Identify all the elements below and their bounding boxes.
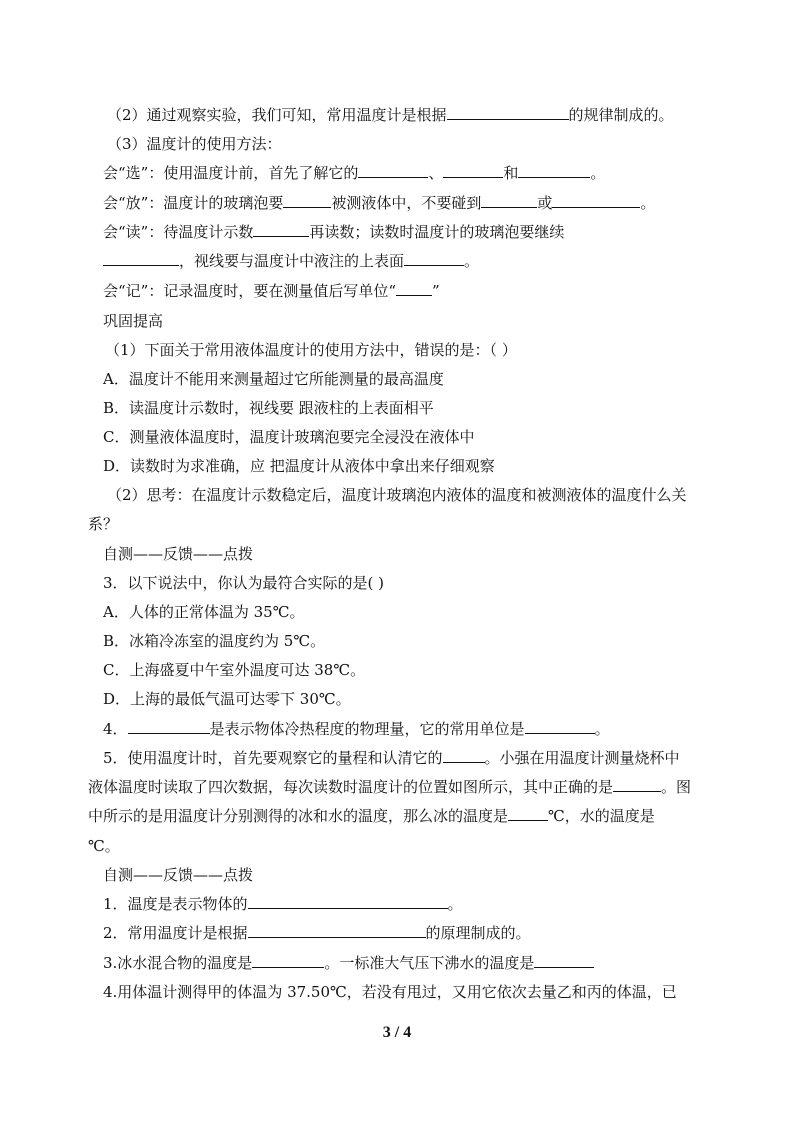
answer-blank[interactable] — [508, 806, 548, 821]
line-text: 会“放”：温度计的玻璃泡要 — [103, 194, 284, 212]
answer-blank[interactable] — [404, 251, 464, 266]
text-line — [0, 573, 794, 595]
line-text: 系？ — [88, 515, 119, 533]
line-text: 3．以下说法中，你认为最符合实际的是( ) — [103, 574, 385, 592]
line-text: 液体温度时读取了四次数据，每次读数时温度计的位置如图所示，其中正确的是 — [88, 778, 614, 796]
text-line — [0, 105, 794, 127]
line-text: 。 — [447, 895, 463, 913]
text-line — [0, 953, 794, 975]
answer-blank[interactable] — [518, 163, 590, 178]
text-line — [0, 982, 794, 1004]
answer-blank[interactable] — [283, 193, 331, 208]
answer-blank[interactable] — [481, 193, 537, 208]
answer-blank[interactable] — [443, 163, 503, 178]
line-text: 。图 — [661, 778, 692, 796]
text-line — [0, 836, 794, 858]
line-text: B．读温度计示数时，视线要 跟液柱的上表面相平 — [103, 399, 434, 417]
text-line — [0, 251, 794, 273]
line-text: 自测——反馈——点拨 — [103, 866, 254, 884]
text-line — [0, 456, 794, 478]
line-text: ℃。 — [88, 837, 120, 855]
text-line — [0, 602, 794, 624]
line-text: 是表示物体冷热程度的物理量，它的常用单位是 — [209, 720, 525, 738]
answer-blank[interactable] — [248, 923, 426, 938]
line-text: （2）思考：在温度计示数稳定后，温度计玻璃泡内液体的温度和被测液体的温度什么关 — [107, 486, 687, 504]
line-text: C．上海盛夏中午室外温度可达 38℃。 — [103, 661, 366, 679]
answer-blank[interactable] — [447, 105, 569, 120]
line-text: 2．常用温度计是根据 — [103, 924, 248, 942]
line-text: （3）温度计的使用方法： — [107, 135, 282, 153]
line-text: C．测量液体温度时，温度计玻璃泡要完全浸没在液体中 — [103, 428, 475, 446]
line-text: 巩固提高 — [103, 312, 164, 330]
line-text: D．读数时为求准确，应 把温度计从液体中拿出来仔细观察 — [103, 457, 495, 475]
answer-blank[interactable] — [103, 251, 179, 266]
answer-blank[interactable] — [396, 281, 432, 296]
line-text: 或 — [537, 194, 553, 212]
text-line — [0, 631, 794, 653]
text-line — [0, 514, 794, 536]
line-text: D．上海的最低气温可达零下 30℃。 — [103, 690, 351, 708]
text-line — [0, 894, 794, 916]
text-line — [0, 281, 794, 303]
answer-blank[interactable] — [253, 222, 309, 237]
line-text: 的规律制成的。 — [568, 106, 674, 124]
line-text: B．冰箱冷冻室的温度约为 5℃。 — [103, 632, 326, 650]
line-text: 5．使用温度计时，首先要观察它的量程和认清它的 — [103, 749, 443, 767]
answer-blank[interactable] — [552, 193, 640, 208]
text-line — [0, 485, 794, 507]
answer-blank[interactable] — [128, 719, 210, 734]
text-line — [0, 311, 794, 333]
text-line — [0, 427, 794, 449]
line-text: （1）下面关于常用液体温度计的使用方法中，错误的是：（ ） — [105, 341, 517, 359]
line-text: 的原理制成的。 — [425, 924, 531, 942]
text-line — [0, 340, 794, 362]
text-line — [0, 748, 794, 770]
line-text: 再读数；读数时温度计的玻璃泡要继续 — [309, 223, 565, 241]
line-text: 4.用体温计测得甲的体温为 37.50℃，若没有甩过，又用它依次去量乙和丙的体温，已 — [103, 983, 677, 1001]
page-number: 3 / 4 — [382, 1024, 412, 1041]
line-text: 会“读”：待温度计示数 — [103, 223, 254, 241]
text-line — [0, 689, 794, 711]
answer-blank[interactable] — [613, 777, 661, 792]
text-line — [0, 660, 794, 682]
text-line — [0, 544, 794, 566]
line-text: 3.冰水混合物的温度是 — [103, 954, 253, 972]
text-line — [0, 193, 794, 215]
text-line — [0, 865, 794, 887]
answer-blank[interactable] — [525, 719, 595, 734]
text-line — [0, 134, 794, 156]
line-text: ” — [432, 282, 440, 300]
answer-blank[interactable] — [252, 953, 324, 968]
line-text: 4． — [103, 720, 128, 738]
line-text: 。 — [464, 252, 480, 270]
answer-blank[interactable] — [443, 748, 485, 763]
text-line — [0, 923, 794, 945]
line-text: （2）通过观察实验，我们可知，常用温度计是根据 — [107, 106, 447, 124]
line-text: 会“选”：使用温度计前，首先了解它的 — [103, 164, 359, 182]
answer-blank[interactable] — [534, 953, 594, 968]
answer-blank[interactable] — [248, 894, 448, 909]
line-text: 和 — [503, 164, 519, 182]
line-text: 被测液体中，不要碰到 — [331, 194, 482, 212]
line-text: 中所示的是用温度计分别测得的冰和水的温度，那么冰的温度是 — [88, 807, 509, 825]
line-text: 。小强在用温度计测量烧杯中 — [484, 749, 680, 767]
line-text: ℃，水的温度是 — [548, 807, 655, 825]
text-line — [0, 719, 794, 741]
line-text: A．温度计不能用来测量超过它所能测量的最高温度 — [103, 370, 444, 388]
text-line — [0, 163, 794, 185]
text-line — [0, 369, 794, 391]
line-text: 自测——反馈——点拨 — [103, 545, 254, 563]
answer-blank[interactable] — [358, 163, 428, 178]
text-line — [0, 806, 794, 828]
line-text: 1．温度是表示物体的 — [103, 895, 248, 913]
line-text: 。 — [640, 194, 656, 212]
line-text: 。 — [590, 164, 606, 182]
text-line — [0, 222, 794, 244]
line-text: 。一标准大气压下沸水的温度是 — [324, 954, 535, 972]
text-line — [0, 398, 794, 420]
text-line — [0, 777, 794, 799]
line-text: ，视线要与温度计中液注的上表面 — [179, 252, 405, 270]
line-text: 、 — [428, 164, 444, 182]
line-text: 。 — [594, 720, 610, 738]
line-text: 会“记”：记录温度时，要在测量值后写单位“ — [103, 282, 397, 300]
line-text: A．人体的正常体温为 35℃。 — [103, 603, 305, 621]
